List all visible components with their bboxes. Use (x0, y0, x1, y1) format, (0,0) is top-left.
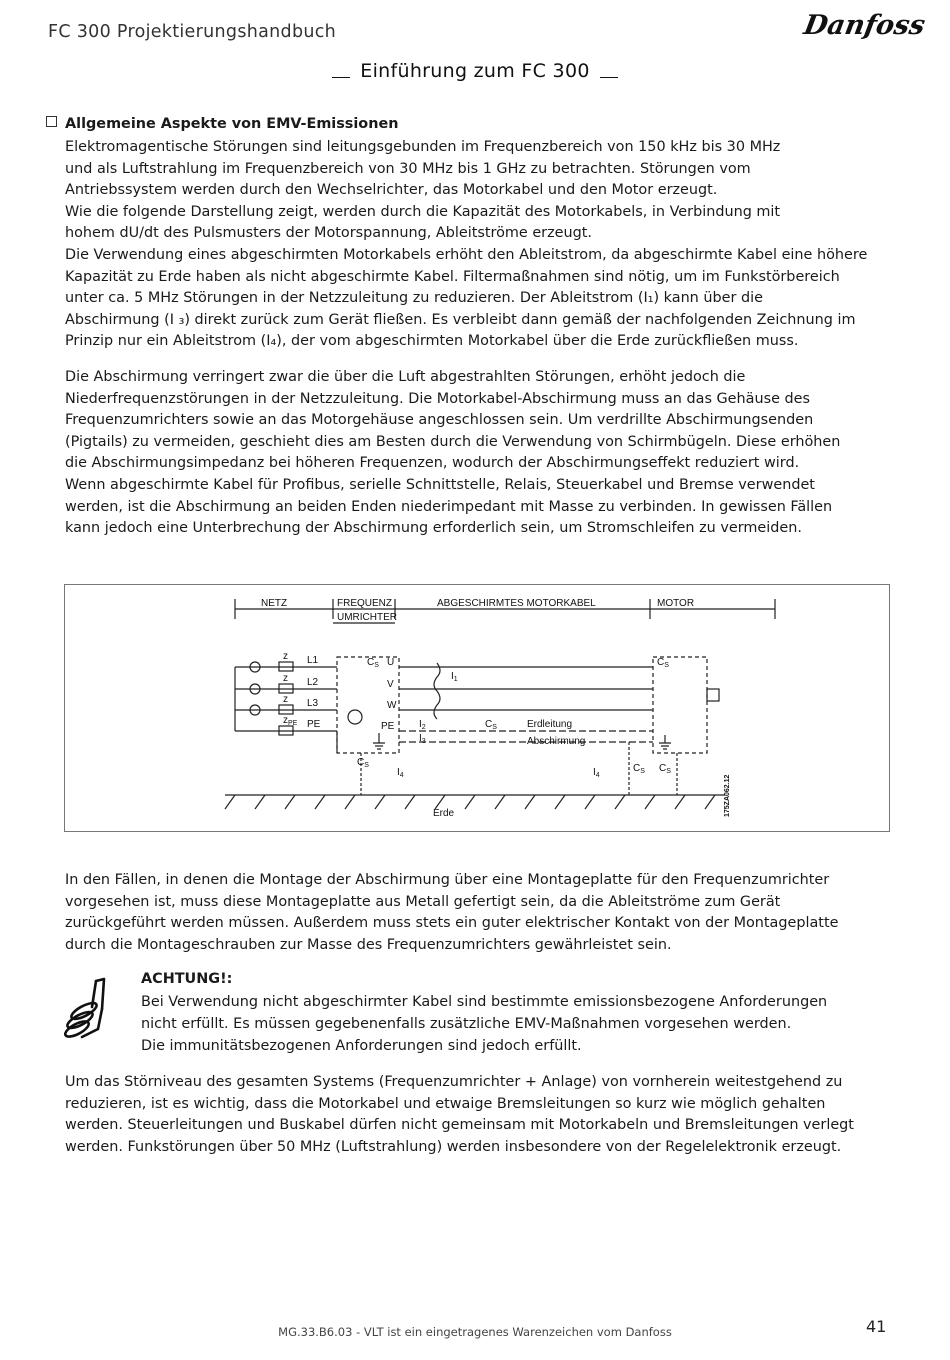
document-title: FC 300 Projektierungshandbuch (48, 22, 337, 42)
page-number: 41 (866, 1317, 887, 1336)
section-heading (46, 116, 398, 132)
figure-reference: 175ZA062.12 (724, 774, 731, 817)
text-line: Die Abschirmung verringert zwar die über die Luft abgestrahlten Störungen, erhöht jedoch die (65, 369, 746, 385)
text-line: Frequenzumrichters sowie an das Motorgehäuse angeschlossen sein. Um verdrillte Abschirmungsenden (65, 412, 814, 429)
text-line: reduzieren, ist es wichtig, dass die Motorkabel und etwaige Bremsleitungen so kurz wie möglich gehalten (65, 1095, 826, 1112)
text-line: Wenn abgeschirmte Kabel für Profibus, serielle Schnittstelle, Relais, Steuerkabel und Bremse verwendet (65, 476, 815, 493)
chapter-title: Einführung zum FC 300 (360, 60, 590, 82)
text-line: Elektromagentische Störungen sind leitungsgebunden im Frequenzbereich von 150 kHz bis 30 MHz (65, 139, 781, 155)
label-pe: PE (307, 719, 321, 730)
page-footer: MG.33.B6.03 - VLT ist ein eingetragenes Warenzeichen vom Danfoss (278, 1325, 672, 1339)
text-line: durch die Montageschrauben zur Masse des Frequenzumrichters gewährleistet sein. (65, 936, 672, 953)
label-netz: NETZ (261, 598, 288, 609)
emc-wiring-diagram (64, 584, 890, 832)
note-title: ACHTUNG!: (141, 971, 233, 987)
label-z1: z (283, 651, 288, 662)
section-title: Allgemeine Aspekte von EMV-Emissionen (65, 116, 399, 132)
label-z3: z (283, 694, 288, 705)
text-line: Um das Störniveau des gesamten Systems (Frequenzumrichter + Anlage) von vornherein weitestgehend zu (65, 1074, 843, 1090)
label-frequenz: FREQUENZ (337, 598, 392, 609)
pointing-hand-icon (62, 975, 114, 1041)
label-cs-earth-right: $C_S$ (659, 763, 671, 775)
label-v: V (387, 679, 394, 690)
text-line: hohem dU/dt des Pulsmusters der Motorspannung, Ableitströme erzeugt. (65, 225, 592, 242)
label-cs-earth-left: $C_S$ (357, 757, 369, 769)
label-i2: $I_2$ (419, 719, 426, 731)
text-line: unter ca. 5 MHz Störungen in der Netzzuleitung zu reduzieren. Der Ableitstrom (I₁) kann über die (65, 290, 763, 307)
text-line: Die immunitätsbezogenen Anforderungen sind jedoch erfüllt. (141, 1038, 582, 1054)
checkbox-square-icon (46, 116, 57, 127)
paragraph-emissions (65, 137, 895, 353)
chapter-heading (0, 60, 950, 82)
label-l3: L3 (307, 698, 319, 709)
text-line: Bei Verwendung nicht abgeschirmter Kabel sind bestimmte emissionsbezogene Anforderungen (141, 994, 828, 1010)
text-line: werden, ist die Abschirmung an beiden Enden niederimpedant mit Masse zu verbinden. In gewissen Fällen (65, 498, 833, 515)
chapter-rule-right (600, 77, 618, 78)
text-line: werden. Steuerleitungen und Buskabel dürfen nicht gemeinsam mit Motorkabeln und Bremsleitungen verlegt (65, 1117, 854, 1134)
label-zpe: $z_{PE}$ (283, 715, 298, 727)
label-abschirmung: Abschirmung (527, 736, 586, 747)
label-z2: z (283, 673, 288, 684)
text-line: kann jedoch eine Unterbrechung der Abschirmung erforderlich sein, um Stromschleifen zu vermeiden. (65, 520, 802, 537)
label-i3: $I_3$ (419, 733, 426, 745)
text-line: die Abschirmungsimpedanz bei höheren Frequenzen, wodurch der Abschirmungseffekt reduziert wird. (65, 455, 800, 472)
label-erde: Erde (433, 808, 455, 819)
danfoss-logo (800, 4, 928, 44)
label-i4-left: $I_4$ (397, 767, 404, 779)
paragraph-mounting-plate (65, 870, 895, 956)
note-body (141, 991, 901, 1057)
text-line: nicht erfüllt. Es müssen gegebenenfalls zusätzliche EMV-Maßnahmen vorgesehen werden. (141, 1016, 792, 1032)
label-cs-converter: $C_S$ (367, 657, 379, 669)
label-w: W (387, 700, 397, 711)
label-erdleitung: Erdleitung (527, 719, 573, 730)
text-line: Niederfrequenzstörungen in der Netzzuleitung. Die Motorkabel-Abschirmung muss an das Gehäuse des (65, 390, 811, 407)
label-cs-earth-mid: $C_S$ (633, 763, 645, 775)
logo-text: Danfoss (801, 9, 928, 41)
label-cs-cable: $C_S$ (485, 719, 497, 731)
text-line: und als Luftstrahlung im Frequenzbereich von 30 MHz bis 1 GHz zu betrachten. Störungen vom (65, 160, 751, 177)
label-i4-right: $I_4$ (593, 767, 600, 779)
label-l1: L1 (307, 655, 319, 666)
text-line: Kapazität zu Erde haben als nicht abgeschirmte Kabel. Filtermaßnahmen sind nötig, um im Funkstörbereich (65, 268, 840, 285)
text-line: vorgesehen ist, muss diese Montageplatte aus Metall gefertigt sein, da die Ableitströme zum Gerät (65, 893, 781, 910)
label-motor: MOTOR (657, 598, 695, 609)
text-line: Die Verwendung eines abgeschirmten Motorkabels erhöht den Ableitstrom, da abgeschirmte Kabel eine höhere (65, 246, 868, 263)
label-l2: L2 (307, 677, 319, 688)
text-line: (Pigtails) zu vermeiden, geschieht dies am Besten durch die Verwendung von Schirmbügeln. Diese erhöhen (65, 433, 841, 450)
text-line: Antriebssystem werden durch den Wechselrichter, das Motorkabel und den Motor erzeugt. (65, 182, 718, 199)
label-umrichter: UMRICHTER (337, 612, 397, 623)
label-cs-motor: $C_S$ (657, 657, 669, 669)
text-line: Prinzip nur ein Ableitstrom (I₄), der vom abgeschirmten Motorkabel über die Erde zurückfließen muss. (65, 333, 799, 350)
label-i1: $I_1$ (451, 671, 458, 683)
label-pe-converter: PE (381, 721, 395, 732)
paragraph-noise-level (65, 1072, 895, 1158)
text-line: In den Fällen, in denen die Montage der Abschirmung über eine Montageplatte für den Frequenzumrichter (65, 872, 830, 888)
chapter-rule-left (332, 77, 350, 78)
text-line: Abschirmung (I ₃) direkt zurück zum Gerät fließen. Es verbleibt dann gemäß der nachfolgenden Zeichnung im (65, 311, 856, 328)
text-line: Wie die folgende Darstellung zeigt, werden durch die Kapazität des Motorkabels, in Verbindung mit (65, 203, 781, 220)
label-motorkabel: ABGESCHIRMTES MOTORKABEL (437, 598, 596, 609)
text-line: werden. Funkstörungen über 50 MHz (Luftstrahlung) werden insbesondere von der Regelelektronik erzeugt. (65, 1138, 842, 1155)
label-u: U (387, 657, 395, 668)
text-line: zurückgeführt werden müssen. Außerdem muss stets ein guter elektrischer Kontakt von der Montageplatte (65, 915, 839, 932)
paragraph-shielding (65, 367, 895, 540)
diagram-svg (65, 585, 889, 831)
